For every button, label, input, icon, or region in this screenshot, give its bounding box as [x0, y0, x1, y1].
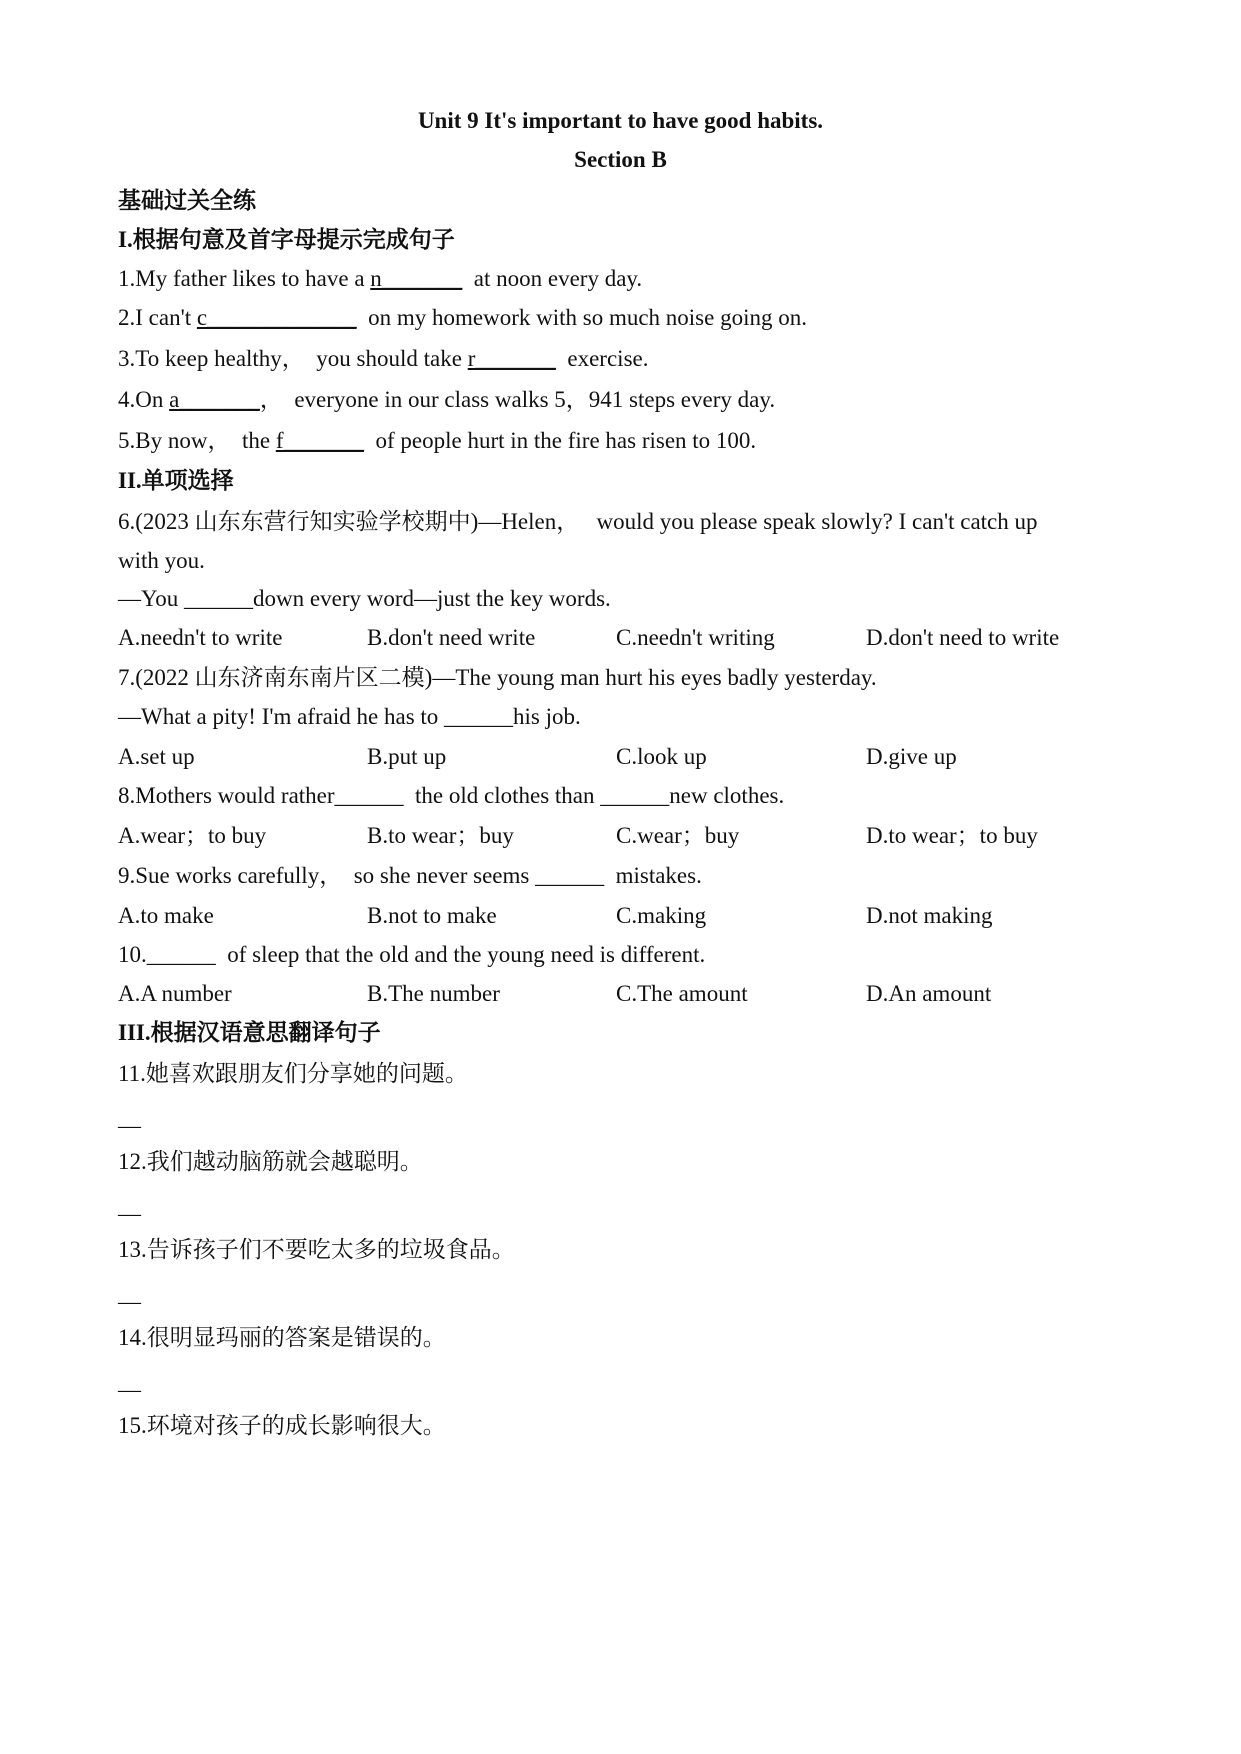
option-d[interactable]: D.to wear；to buy — [866, 823, 1038, 848]
fill-blank[interactable]: a_______ — [169, 387, 260, 412]
question-5: 5.By now， the f_______ of people hurt in the fire has risen to 100. — [118, 428, 757, 453]
option-c[interactable]: C.needn't writing — [616, 625, 775, 650]
translation-14: 14.很明显玛丽的答案是错误的。 — [118, 1325, 446, 1350]
option-b[interactable]: B.to wear；buy — [367, 823, 514, 848]
answer-line[interactable]: — — [118, 1113, 141, 1138]
question-2: 2.I can't c_____________ on my homework with so much noise going on. — [118, 305, 807, 330]
question-6-stem-cont: with you. — [118, 548, 205, 573]
option-b[interactable]: B.not to make — [367, 903, 497, 928]
fill-blank[interactable]: f_______ — [275, 428, 364, 453]
part-heading: 基础过关全练 — [118, 188, 256, 213]
option-a[interactable]: A.wear；to buy — [118, 823, 267, 848]
option-a[interactable]: A.set up — [118, 744, 195, 769]
answer-line[interactable]: — — [118, 1377, 141, 1402]
option-d[interactable]: D.don't need to write — [866, 625, 1060, 650]
option-d[interactable]: D.give up — [866, 744, 957, 769]
section3-heading: III.根据汉语意思翻译句子 — [118, 1020, 381, 1045]
section2-heading: II.单项选择 — [118, 468, 234, 493]
answer-line[interactable]: — — [118, 1289, 141, 1314]
option-b[interactable]: B.The number — [367, 981, 500, 1006]
option-c[interactable]: C.making — [616, 903, 707, 928]
question-9-stem: 9.Sue works carefully， so she never seems ______ mistakes. — [118, 863, 702, 888]
fill-blank[interactable]: r_______ — [467, 346, 556, 371]
question-8-stem: 8.Mothers would rather______ the old clothes than ______new clothes. — [118, 783, 785, 808]
fill-blank[interactable]: c_____________ — [196, 305, 357, 330]
option-b[interactable]: B.put up — [367, 744, 447, 769]
option-c[interactable]: C.wear；buy — [616, 823, 740, 848]
option-d[interactable]: D.not making — [866, 903, 993, 928]
option-c[interactable]: C.The amount — [616, 981, 748, 1006]
question-4: 4.On a_______， everyone in our class walks 5，941 steps every day. — [118, 387, 776, 412]
question-1: 1.My father likes to have a n_______ at noon every day. — [118, 266, 643, 291]
question-7-stem: 7.(2022 山东济南东南片区二模)—The young man hurt his eyes badly yesterday. — [118, 665, 877, 690]
translation-13: 13.告诉孩子们不要吃太多的垃圾食品。 — [118, 1237, 515, 1262]
translation-11: 11.她喜欢跟朋友们分享她的问题。 — [118, 1061, 468, 1086]
translation-15: 15.环境对孩子的成长影响很大。 — [118, 1413, 446, 1438]
option-a[interactable]: A.to make — [118, 903, 214, 928]
fill-blank[interactable]: n_______ — [370, 266, 463, 291]
question-3: 3.To keep healthy， you should take r_______ exercise. — [118, 346, 649, 371]
option-d[interactable]: D.An amount — [866, 981, 992, 1006]
answer-line[interactable]: — — [118, 1201, 141, 1226]
question-10-stem: 10.______ of sleep that the old and the young need is different. — [118, 942, 706, 967]
unit-title: Unit 9 It's important to have good habits. — [417, 108, 824, 133]
question-6-reply: —You ______down every word—just the key words. — [118, 586, 611, 611]
section1-heading: I.根据句意及首字母提示完成句子 — [118, 227, 455, 252]
translation-12: 12.我们越动脑筋就会越聪明。 — [118, 1149, 423, 1174]
question-6-stem: 6.(2023 山东东营行知实验学校期中)—Helen， would you please speak slowly? I can't catch up — [118, 509, 1038, 534]
option-c[interactable]: C.look up — [616, 744, 707, 769]
section-title: Section B — [574, 147, 667, 172]
option-b[interactable]: B.don't need write — [367, 625, 536, 650]
option-a[interactable]: A.A number — [118, 981, 232, 1006]
question-7-reply: —What a pity! I'm afraid he has to ______his job. — [118, 704, 581, 729]
option-a[interactable]: A.needn't to write — [118, 625, 283, 650]
